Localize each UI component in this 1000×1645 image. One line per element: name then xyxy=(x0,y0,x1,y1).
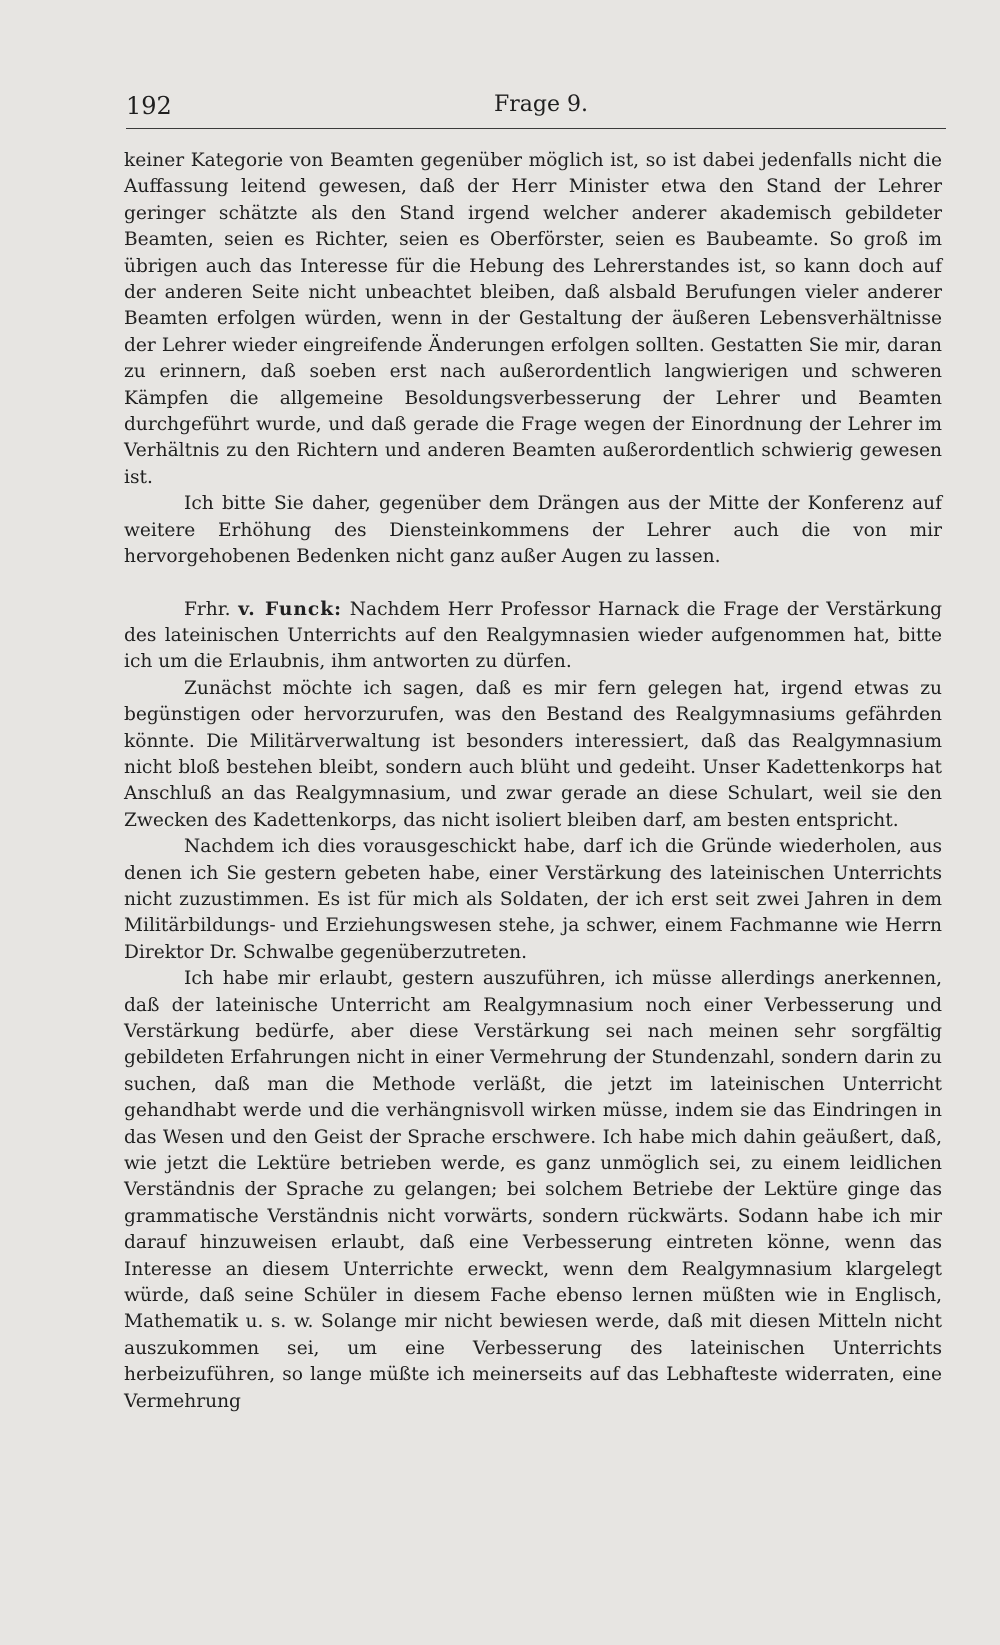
speaker-text: Nachdem Herr Professor Harnack die Frage der Verstärkung des lateinischen Unterrichts auf den Realgymnasien wieder aufgenommen hat, bitte ich um die Erlaubnis, ihm antworten zu dürfen. xyxy=(124,598,942,673)
speaker-paragraph xyxy=(124,597,942,676)
paragraph-continuation: keiner Kategorie von Beamten gegenüber möglich ist, so ist dabei jedenfalls nicht die Auffassung leitend gewesen, daß der Herr Minister etwa den Stand der Lehrer geringer schätzte als den Stand irgend welcher anderer akademisch gebildeter Beamten, seien es Richter, seien es Oberförster, seien es Baubeamte. So groß im übrigen auch das Interesse für die Hebung des Lehrerstandes ist, so kann doch auf der anderen Seite nicht unbeachtet bleiben, daß alsbald Berufungen vieler anderer Beamten erfolgen würden, wenn in der Gestaltung der äußeren Lebensverhältnisse der Lehrer wieder eingreifende Änderungen erfolgen sollten. Gestatten Sie mir, daran zu erinnern, daß soeben erst nach außerordentlich langwierigen und schweren Kämpfen die allgemeine Besoldungsverbesserung der Lehrer und Beamten durchgeführt wurde, und daß gerade die Frage wegen der Einordnung der Lehrer im Verhältnis zu den Richtern und anderen Beamten außerordentlich schwierig gewesen ist. xyxy=(124,150,942,488)
paragraph: Ich habe mir erlaubt, gestern auszuführen, ich müsse allerdings anerkennen, daß der lateinische Unterricht am Realgymnasium noch einer Verbesserung und Verstärkung bedürfe, aber diese Verstärkung sei nach meinen sehr sorgfältig gebildeten Erfahrungen nicht in einer Vermehrung der Stundenzahl, sondern darin zu suchen, daß man die Methode verläßt, die jetzt im lateinischen Unterricht gehandhabt werde und die verhängnisvoll wirken müsse, indem sie das Eindringen in das Wesen und den Geist der Sprache erschwere. Ich habe mich dahin geäußert, daß, wie jetzt die Lektüre betrieben werde, es ganz unmöglich sei, zu einem leidlichen Verständnis der Sprache zu gelangen; bei solchem Betriebe der Lektüre ginge das grammatische Verständnis nicht vorwärts, sondern rückwärts. Sodann habe ich mir darauf hinzuweisen erlaubt, daß eine Verbesserung eintreten könne, wenn das Interesse an diesem Unterrichte erweckt, wenn dem Realgymnasium klargelegt würde, daß seine Schüler in diesem Fache ebenso lernen müßten wie in Englisch, Mathematik u. s. w. Solange mir nicht bewiesen werde, daß mit diesen Mitteln nicht auszukommen sei, um eine Verbesserung des lateinischen Unterrichts herbeizuführen, so lange müßte ich meinerseits auf das Lebhafteste widerraten, eine Vermehrung xyxy=(124,968,942,1412)
running-title: Frage 9. xyxy=(494,92,588,117)
paragraph: Ich bitte Sie daher, gegenüber dem Drängen aus der Mitte der Konferenz auf weitere Erhöhung des Diensteinkommens der Lehrer auch die von mir hervorgehobenen Bedenken nicht ganz außer Augen zu lassen. xyxy=(124,493,942,568)
paragraph: Zunächst möchte ich sagen, daß es mir fern gelegen hat, irgend etwas zu begünstigen oder hervorzurufen, was den Bestand des Realgymnasiums gefährden könnte. Die Militärverwaltung ist besonders interessiert, daß das Realgymnasium nicht bloß bestehen bleibt, sondern auch blüht und gedeiht. Unser Kadettenkorps hat Anschluß an das Realgymnasium, und zwar gerade an diese Schulart, weil sie den Zwecken des Kadettenkorps, das nicht isoliert bleiben darf, am besten entspricht. xyxy=(124,677,942,831)
speaker-title: Frhr. xyxy=(184,598,239,620)
page-header xyxy=(126,92,946,129)
paragraph: Nachdem ich dies vorausgeschickt habe, darf ich die Gründe wiederholen, aus denen ich Sie gestern gebeten habe, einer Verstärkung des lateinischen Unterrichts nicht zuzustimmen. Es ist für mich als Soldaten, der ich erst seit zwei Jahren in dem Militärbildungs- und Erziehungswesen stehe, ja schwer, einem Fachmanne wie Herrn Direktor Dr. Schwalbe gegenüberzutreten. xyxy=(124,836,942,963)
speaker-name: v. Funck: xyxy=(238,598,342,620)
page-body xyxy=(124,148,942,1415)
page-number: 192 xyxy=(126,92,172,120)
